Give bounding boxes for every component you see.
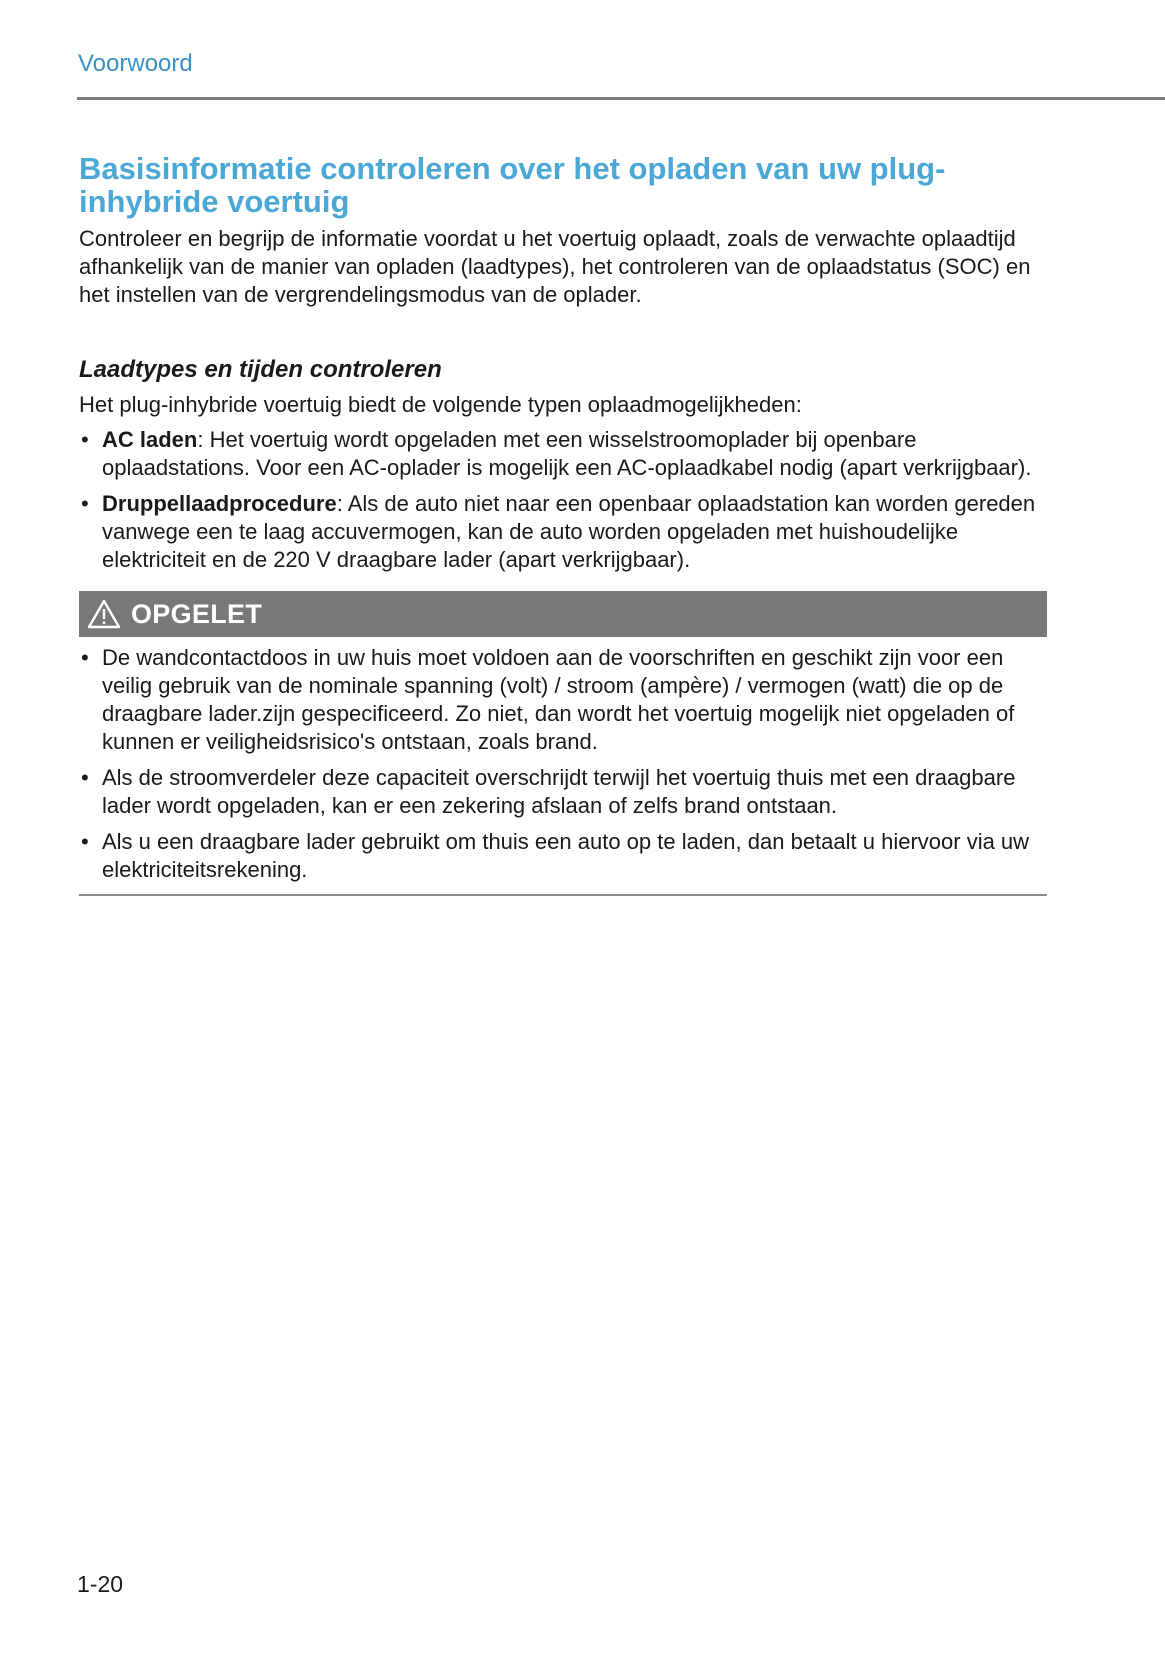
lead-paragraph: Het plug-inhybride voertuig biedt de volgende typen oplaadmogelijkheden: [79, 392, 802, 417]
bullet-icon: • [81, 765, 89, 790]
caution-list [79, 644, 1047, 884]
bullet-icon: • [81, 427, 89, 452]
warning-triangle-icon [87, 599, 121, 629]
bullet-icon: • [81, 829, 89, 854]
caution-text: De wandcontactdoos in uw huis moet voldoen aan de voorschriften en geschikt zijn voor een veilig gebruik van de nominale spanning (volt) / stroom (ampère) / vermogen (watt) die op de draagbare lader.zijn gespecificeerd. Zo niet, dan wordt het voertuig mogelijk niet opgeladen of kunnen er veiligheidsrisico's ontstaan, zoals brand. [102, 645, 1015, 754]
page-number: 1-20 [77, 1571, 124, 1597]
caution-text: Als de stroomverdeler deze capaciteit overschrijdt terwijl het voertuig thuis met een draagbare lader wordt opgeladen, kan er een zekering afslaan of zelfs brand ontstaan. [102, 765, 1016, 818]
page-title: Basisinformatie controleren over het opladen van uw plug-inhybride voertuig [79, 151, 946, 219]
item-term: AC laden [102, 427, 198, 452]
caution-header [79, 591, 1047, 637]
main-content [79, 152, 1047, 896]
list-item [79, 828, 1047, 884]
list-item [79, 644, 1047, 756]
list-item [79, 490, 1047, 574]
charging-types-list [79, 426, 1047, 574]
caution-end-divider [79, 894, 1047, 896]
section-header: Voorwoord [78, 50, 193, 77]
caution-title: OPGELET [131, 598, 263, 629]
list-item [79, 426, 1047, 482]
header-divider [77, 97, 1165, 100]
intro-paragraph: Controleer en begrijp de informatie voordat u het voertuig oplaadt, zoals de verwachte oplaadtijd afhankelijk van de manier van opladen (laadtypes), het controleren van de oplaadstatus (SOC) en het instellen van de vergrendelingsmodus van de oplader. [79, 226, 1031, 307]
item-text: : Als de auto niet naar een openbaar oplaadstation kan worden gereden vanwege een te laag accuvermogen, kan de auto worden opgeladen met huishoudelijke elektriciteit en de 220 V draagbare lader (apart verkrijgbaar). [102, 491, 1036, 572]
bullet-icon: • [81, 645, 89, 670]
subheading: Laadtypes en tijden controleren [79, 356, 442, 383]
list-item [79, 764, 1047, 820]
item-text: : Het voertuig wordt opgeladen met een wisselstroomoplader bij openbare oplaadstations. Voor een AC-oplader is mogelijk een AC-oplaadkabel nodig (apart verkrijgbaar). [102, 427, 1032, 480]
item-term: Druppellaadprocedure [102, 491, 337, 516]
caution-text: Als u een draagbare lader gebruikt om thuis een auto op te laden, dan betaalt u hiervoor via uw elektriciteitsrekening. [102, 829, 1030, 882]
bullet-icon: • [81, 491, 89, 516]
